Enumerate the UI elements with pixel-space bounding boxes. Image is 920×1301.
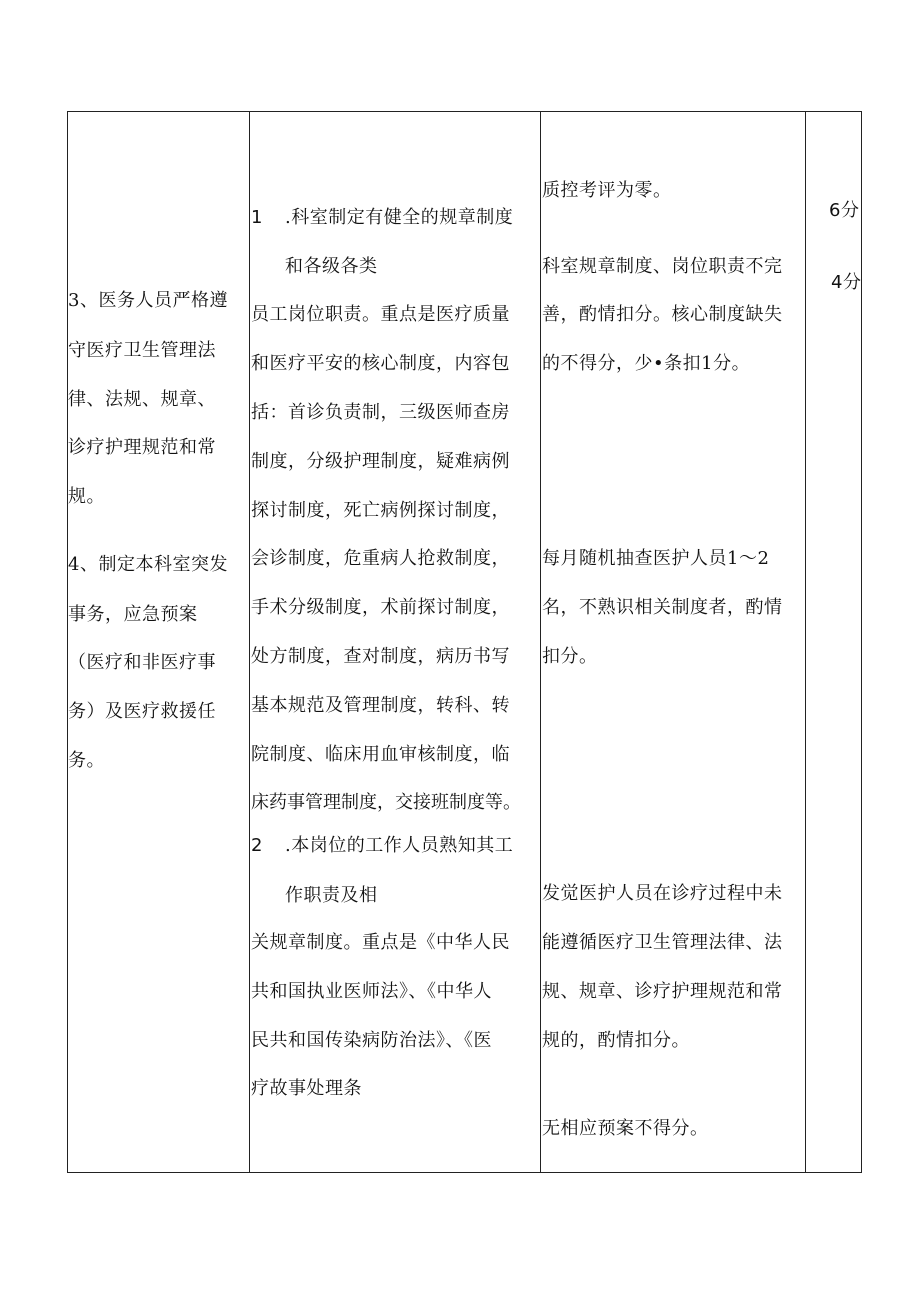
item2-line: 共和国执业医师法》、《中华人	[251, 981, 492, 1002]
score-value: 6分	[829, 200, 860, 221]
col1-line: 规。	[68, 486, 105, 507]
item1-line: 会诊制度，危重病人抢救制度，	[251, 548, 510, 569]
item1-line: 和医疗平安的核心制度，内容包	[251, 353, 510, 374]
col1-line: 诊疗护理规范和常	[68, 437, 216, 458]
criteria-text: 能遵循医疗卫生管理法律、法	[542, 932, 783, 953]
item2-line: 民共和国传染病防治法》、《医	[251, 1030, 492, 1051]
item1-heading-cont: 和各级各类	[285, 256, 378, 277]
item1-line: 床药事管理制度，交接班制度等。	[251, 792, 521, 813]
criteria-text: 规的，酌情扣分。	[542, 1030, 690, 1051]
criteria-text: 名，不熟识相关制度者，酌情	[542, 597, 783, 618]
col1-line: 事务，应急预案	[68, 604, 198, 625]
score-value: 4分	[831, 272, 862, 293]
item1-line: 探讨制度，死亡病例探讨制度，	[251, 500, 510, 521]
item1-line: 员工岗位职责。重点是医疗质量	[251, 304, 510, 325]
criteria-text: 扣分。	[542, 646, 598, 667]
criteria-text: 无相应预案不得分。	[542, 1118, 709, 1139]
item1-number: 1	[251, 207, 263, 228]
col1-line: 务）及医疗救援任	[68, 701, 216, 722]
col1-line: 守医疗卫生管理法	[68, 340, 216, 361]
criteria-text: 规、规章、诊疗护理规范和常	[542, 981, 783, 1002]
item2-heading: .本岗位的工作人员熟知其工	[285, 835, 514, 856]
item2-line: 关规章制度。重点是《中华人民	[251, 932, 510, 953]
criteria-text: 善，酌情扣分。核心制度缺失	[542, 304, 783, 325]
item1-line: 院制度、临床用血审核制度，临	[251, 744, 510, 765]
col1-line: 3、医务人员严格遵	[68, 290, 228, 311]
item1-line: 基本规范及管理制度，转科、转	[251, 695, 510, 716]
criteria-text: 科室规章制度、岗位职责不完	[542, 256, 783, 277]
col1-line: （医疗和非医疗事	[68, 652, 216, 673]
item2-number: 2	[251, 835, 263, 856]
item2-line: 疗故事处理条	[251, 1078, 362, 1099]
item1-line: 制度，分级护理制度，疑难病例	[251, 451, 510, 472]
item2-heading-cont: 作职责及相	[285, 885, 378, 906]
criteria-text: 每月随机抽查医护人员1～2	[542, 548, 770, 569]
column-divider-2	[540, 111, 541, 1173]
col1-line: 4、制定本科室突发	[68, 554, 228, 575]
criteria-text: 的不得分，少•条扣1分。	[542, 353, 751, 374]
item1-line: 手术分级制度，术前探讨制度，	[251, 597, 510, 618]
criteria-text: 质控考评为零。	[542, 180, 672, 201]
col1-line: 务。	[68, 750, 105, 771]
criteria-text: 发觉医护人员在诊疗过程中未	[542, 883, 783, 904]
item1-line: 处方制度，查对制度，病历书写	[251, 646, 510, 667]
column-divider-1	[249, 111, 250, 1173]
column-divider-3	[805, 111, 806, 1173]
item1-line: 括：首诊负责制，三级医师查房	[251, 402, 510, 423]
item1-heading: .科室制定有健全的规章制度	[285, 207, 514, 228]
col1-line: 律、法规、规章、	[68, 389, 216, 410]
